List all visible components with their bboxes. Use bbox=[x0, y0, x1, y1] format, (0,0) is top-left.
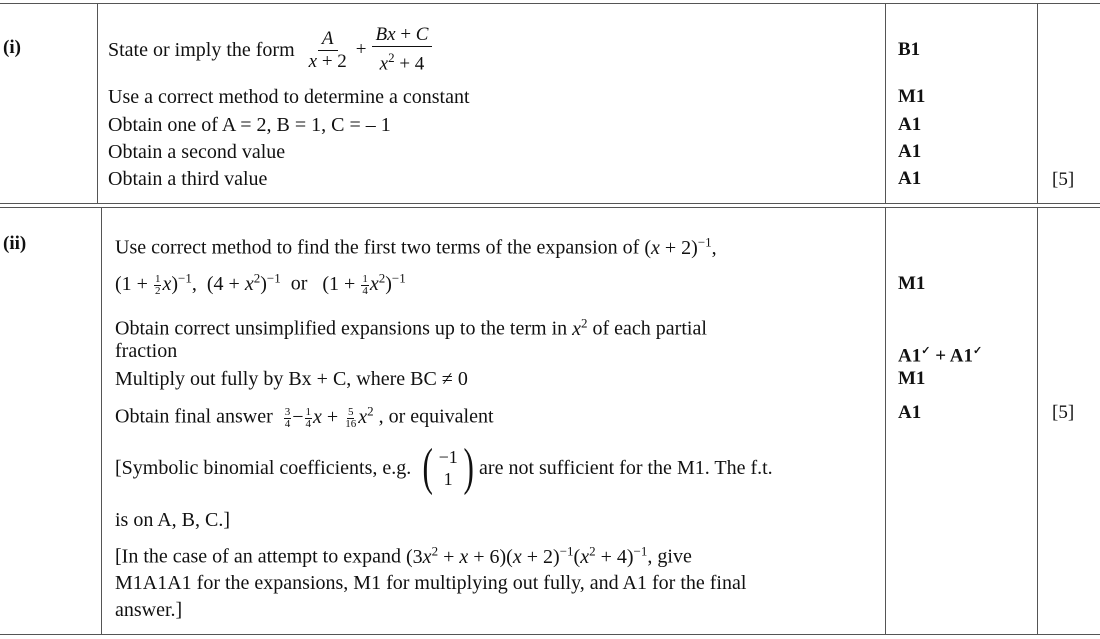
criterion-line: Obtain correct unsimplified expansions up to the term in $x^2$ of each partial bbox=[115, 315, 707, 340]
criterion-line: Obtain final answer $\frac{3}{4}$ − $\frac{1}{4}$ x + $\frac{5}{16}$ $x^2$ , or equivalent bbox=[115, 403, 494, 430]
part-total: [5] bbox=[1052, 402, 1075, 423]
table-border-bottom bbox=[0, 634, 1100, 635]
mark-a1-ft-pair bbox=[898, 339, 982, 368]
column-divider bbox=[1037, 207, 1038, 634]
column-divider bbox=[885, 207, 886, 634]
criterion-text: Use a correct method to determine a constant bbox=[108, 86, 470, 108]
criterion-text: State or imply the form bbox=[108, 39, 295, 61]
guidance-text: [In the case of an attempt to expand bbox=[115, 545, 401, 568]
guidance-text: is on A, B, C.] bbox=[115, 509, 231, 531]
mark-m1: M1 bbox=[898, 273, 926, 294]
fraction-bx-plus-c-over-x2-plus-4: $\frac{Bx + C}{x^2 + 4}$ bbox=[372, 24, 433, 75]
part-divider-line-2 bbox=[0, 207, 1100, 208]
guidance-text: , give bbox=[647, 545, 692, 568]
criterion-text: Obtain a second value bbox=[108, 141, 286, 163]
criterion-text: Obtain one of A = 2, B = 1, C = – 1 bbox=[108, 114, 391, 136]
mark-a1: A1 bbox=[898, 141, 922, 162]
binomial-coefficient: ( −1 1 ) bbox=[422, 439, 474, 496]
criterion-text: of each partial bbox=[592, 317, 707, 340]
mark-m1: M1 bbox=[898, 368, 926, 389]
mark-a1: A1 bbox=[898, 114, 922, 135]
follow-through-tick-icon: ✓ bbox=[972, 345, 983, 357]
criterion-text: , or equivalent bbox=[378, 405, 494, 428]
criterion-text: Multiply out fully by Bx + C, where BC ≠ 0 bbox=[115, 368, 468, 390]
criterion-text: Obtain final answer bbox=[115, 405, 273, 428]
part-label-i: (i) bbox=[3, 37, 21, 58]
part-label-ii: (ii) bbox=[3, 233, 27, 254]
mark-a1: A1 bbox=[898, 402, 922, 423]
guidance-text: are not sufficient for the M1. The f.t. bbox=[479, 457, 773, 479]
or-text: or bbox=[290, 272, 308, 295]
table-border-top bbox=[0, 3, 1100, 4]
mark-a1: + A1 bbox=[935, 345, 973, 367]
criterion-text: Use correct method to find the first two terms of the expansion of bbox=[115, 236, 640, 259]
guidance-note-line: [In the case of an attempt to expand $(3x^2 + x + 6)(x + 2)^{-1}(x^2 + 4)^{-1}$, give bbox=[115, 543, 692, 568]
column-divider bbox=[101, 207, 102, 634]
mark-a1: A1 bbox=[898, 168, 922, 189]
guidance-text: [Symbolic binomial coefficients, e.g. bbox=[115, 457, 412, 479]
column-divider bbox=[97, 3, 98, 203]
guidance-text: answer.] bbox=[115, 599, 183, 621]
part-divider-line bbox=[0, 203, 1100, 204]
mark-m1: M1 bbox=[898, 86, 926, 107]
part-total: [5] bbox=[1052, 169, 1075, 190]
guidance-text: M1A1A1 for the expansions, M1 for multiplying out fully, and A1 for the final bbox=[115, 572, 747, 594]
criterion-line: Use correct method to find the first two terms of the expansion of $(x + 2)^{-1}$, bbox=[115, 234, 717, 259]
fraction-a-over-x-plus-2: $\frac{A}{x + 2}$ bbox=[308, 27, 347, 72]
criterion-text: Obtain correct unsimplified expansions up to the term in bbox=[115, 317, 568, 340]
criterion-text: Obtain a third value bbox=[108, 168, 268, 190]
column-divider bbox=[1037, 3, 1038, 203]
follow-through-tick-icon: ✓ bbox=[921, 345, 931, 357]
mark-a1: A1 bbox=[898, 345, 922, 367]
criterion-form: State or imply the form $\frac{A}{x + 2}$ + $\frac{Bx + C}{x^2 + 4}$ bbox=[108, 24, 435, 76]
criterion-line: (1 + $\frac{1}{2}$ x)$^{-1}$, $(4 + x^2)^{-1}$ or (1 + $\frac{1}{4}$ $x^2)^{-1}$ bbox=[115, 270, 406, 297]
criterion-text: fraction bbox=[115, 340, 178, 362]
column-divider bbox=[885, 3, 886, 203]
mark-b1: B1 bbox=[898, 39, 921, 60]
guidance-note-line bbox=[115, 440, 773, 496]
